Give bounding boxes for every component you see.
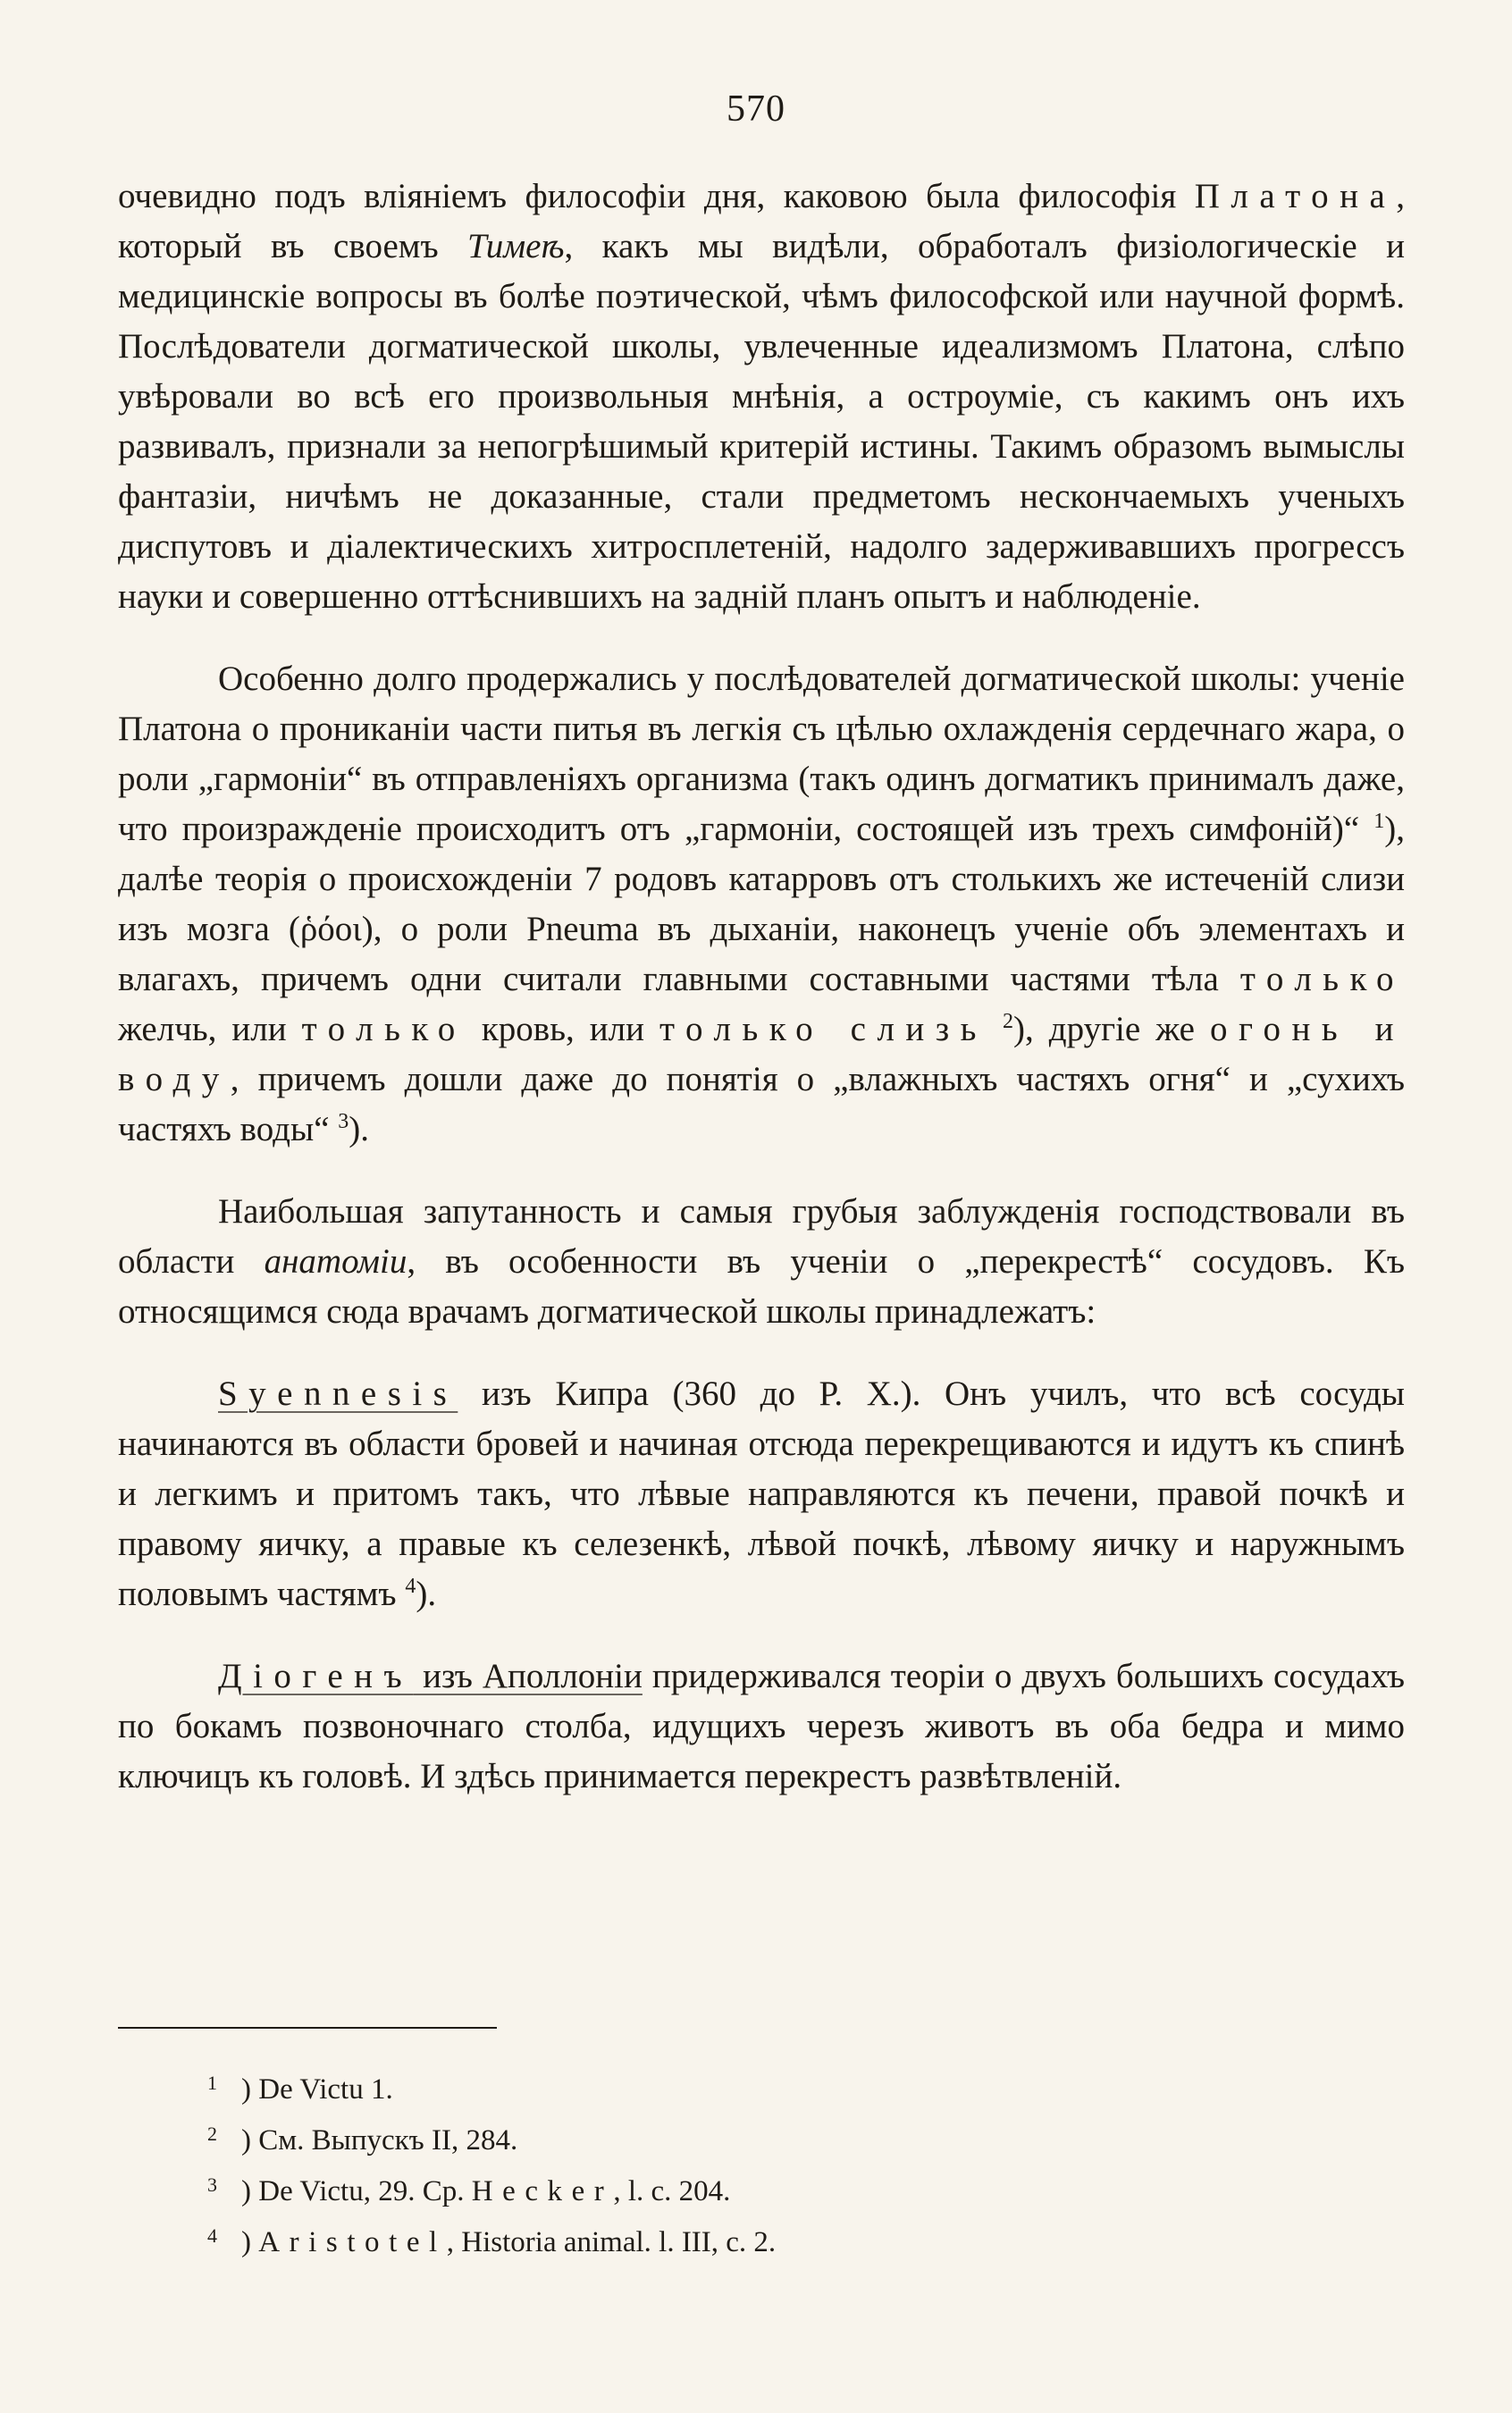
italic-term: анатоміи — [264, 1242, 407, 1281]
footnote-text: ) De Victu 1. — [241, 2073, 393, 2106]
spaced-emphasis: огонь и воду — [118, 1010, 1406, 1098]
text-run: ), другіе же — [1012, 1010, 1211, 1048]
footnote-ref: 3 — [338, 1110, 349, 1133]
footnote-text: , Historia animal. l. III, c. 2. — [446, 2226, 777, 2258]
footnote-ref: 4 — [405, 1575, 416, 1598]
footnote-2 — [207, 2112, 1369, 2163]
footnote-author: Aristotel — [258, 2226, 447, 2258]
text-run: придерживался теоріи о двухъ большихъ сосудахъ по бокамъ позвоночнаго столба, идущихъ черезъ животъ въ оба бедра и мимо ключицъ къ головѣ. И здѣсь принимается перекрестъ развѣтвленій. — [118, 1657, 1405, 1795]
footnote-3 — [207, 2163, 1369, 2214]
spaced-emphasis: только — [301, 1010, 466, 1048]
text-run: желчь, или — [118, 1010, 302, 1048]
text-run: ), далѣе теорія о происхожденіи 7 родовъ катарровъ отъ столькихъ же истеченій слизи изъ мозга (ῥόοι), о роли Pneuma въ дыханіи, наконецъ ученіе объ элементахъ и влагахъ, причемъ одни считали главными составными частями тѣла — [118, 810, 1405, 998]
spaced-emphasis: только — [1239, 960, 1405, 998]
text-run — [987, 1010, 1003, 1048]
paragraph-3 — [118, 1187, 1405, 1337]
text-run: кровь, или — [466, 1010, 660, 1048]
paragraph-1 — [118, 172, 1405, 622]
text-run: , въ особенности въ ученіи о „перекрестѣ“ сосудовъ. Къ относящимся сюда врачамъ догматической школы принадлежатъ: — [118, 1242, 1406, 1331]
footnote-mark: 1 — [207, 2072, 217, 2094]
paragraph-2 — [118, 654, 1405, 1155]
footnote-divider — [118, 2027, 497, 2029]
main-text — [118, 172, 1405, 1802]
text-run: , который въ своемъ — [118, 177, 1405, 265]
footnote-mark: 2 — [207, 2123, 217, 2145]
footnote-ref: 2 — [1002, 1010, 1013, 1033]
spaced-name: Syennesis — [218, 1375, 458, 1413]
footnote-1 — [207, 2061, 1369, 2112]
text-run: , какъ мы видѣли, обработалъ физіологическіе и медицинскіе вопросы въ болѣе поэтической, чѣмъ философской или научной формѣ. Послѣдователи догматической школы, увлеченные идеализмомъ Платона, слѣпо увѣровали во всѣ его произвольныя мнѣнія, а остроуміе, съ какимъ онъ ихъ развивалъ, признали за непогрѣшимый критерій истины. Такимъ образомъ вымыслы фантазіи, ничѣмъ не доказанные, стали предметомъ нескончаемыхъ ученыхъ диспутовъ и діалектическихъ хитросплетеній, надолго задерживавшихъ прогрессъ науки и совершенно оттѣснившихъ на задній планъ опытъ и наблюденіе. — [118, 227, 1405, 616]
italic-title: Тимеѣ — [467, 227, 565, 265]
footnote-text: ) — [241, 2226, 259, 2258]
text-run: изъ Аполлоніи — [413, 1657, 643, 1695]
footnote-mark: 3 — [207, 2173, 217, 2196]
spaced-name: Платона — [1194, 177, 1397, 215]
text-run: ). — [416, 1575, 437, 1613]
page-number: 570 — [727, 88, 785, 130]
spaced-emphasis: только слизь — [659, 1010, 987, 1048]
text-run: изъ Кипра (360 до Р. Х.). Онъ училъ, что всѣ сосуды начинаются въ области бровей и начиная отсюда перекрещиваются и идутъ къ спинѣ и легкимъ и притомъ такъ, что лѣвые направляются къ печени, правой почкѣ и правому яичку, а правые къ селезенкѣ, лѣвой почкѣ, лѣвому яичку и наружнымъ половымъ частямъ — [118, 1375, 1405, 1613]
footnote-4 — [207, 2214, 1369, 2265]
text-run: очевидно подъ вліяніемъ философіи дня, каковою была философія — [118, 177, 1195, 215]
footnotes — [207, 2061, 1369, 2265]
footnote-text: , l. c. 204. — [613, 2175, 731, 2207]
footnote-mark: 4 — [207, 2224, 217, 2247]
text-run: Наибольшая запутанность и самыя грубыя заблужденія господствовали въ области — [118, 1192, 1405, 1281]
text-run: ). — [349, 1110, 370, 1148]
paragraph-5 — [118, 1652, 1405, 1802]
footnote-author: Hecker — [471, 2175, 614, 2207]
spaced-name: Діогенъ — [218, 1657, 414, 1695]
footnote-ref: 1 — [1373, 810, 1385, 833]
text-run: Особенно долго продержались у послѣдователей догматической школы: ученіе Платона о проникaніи части питья въ легкія съ цѣлью охлажденія сердечнаго жара, о роли „гармоніи“ въ отправленіяхъ организма (такъ одинъ догматикъ принималъ даже, что произражденіе происходитъ отъ „гармоніи, состоящей изъ трехъ симфоній)“ — [118, 660, 1405, 848]
text-run: , причемъ дошли даже до понятія о „влажныхъ частяхъ огня“ и „сухихъ частяхъ воды“ — [118, 1060, 1405, 1148]
footnote-text: ) De Victu, 29. Cp. — [241, 2175, 472, 2207]
footnote-text: ) См. Выпускъ II, 284. — [241, 2124, 518, 2157]
paragraph-4 — [118, 1369, 1405, 1619]
